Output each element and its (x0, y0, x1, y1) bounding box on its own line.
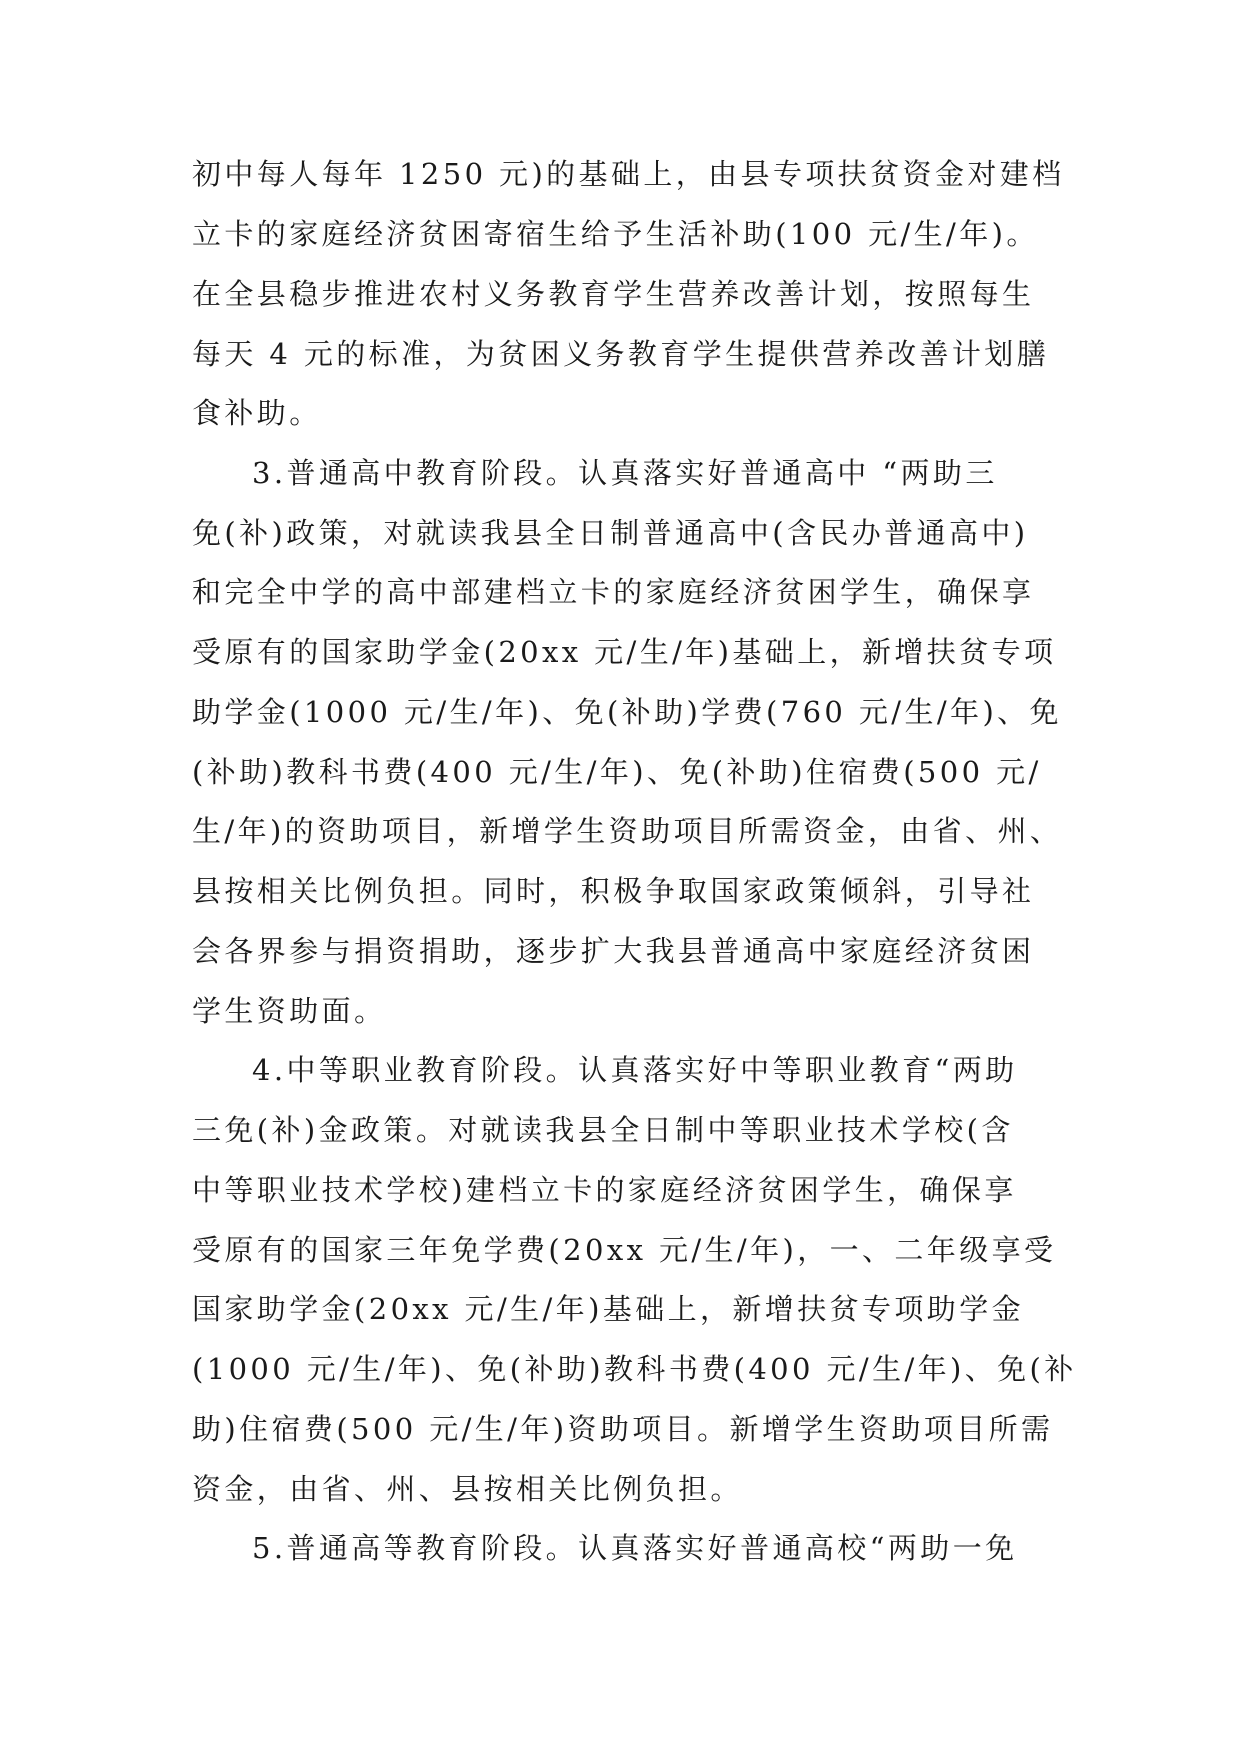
text-line: 受原有的国家助学金(20xx 元/生/年)基础上，新增扶贫专项 (192, 635, 1057, 669)
text-line: 免(补)政策，对就读我县全日制普通高中(含民办普通高中) (192, 516, 1029, 550)
text-line: 三免(补)金政策。对就读我县全日制中等职业技术学校(含 (192, 1113, 1014, 1147)
text-line: 学生资助面。 (192, 994, 387, 1028)
text-line: 会各界参与捐资捐助，逐步扩大我县普通高中家庭经济贫困 (192, 934, 1035, 968)
text-line: 资金，由省、州、县按相关比例负担。 (192, 1472, 743, 1506)
section-heading-line: 3.普通高中教育阶段。认真落实好普通高中 “两助三 (252, 456, 998, 490)
text-line: 国家助学金(20xx 元/生/年)基础上，新增扶贫专项助学金 (192, 1292, 1024, 1326)
section-heading-line: 4.中等职业教育阶段。认真落实好中等职业教育“两助 (252, 1053, 1018, 1087)
text-line: 和完全中学的高中部建档立卡的家庭经济贫困学生，确保享 (192, 575, 1035, 609)
text-line: 县按相关比例负担。同时，积极争取国家政策倾斜，引导社 (192, 874, 1035, 908)
text-line: 生/年)的资助项目，新增学生资助项目所需资金，由省、州、 (192, 814, 1063, 848)
text-line: 初中每人每年 1250 元)的基础上，由县专项扶贫资金对建档 (192, 157, 1065, 191)
text-line: 助学金(1000 元/生/年)、免(补助)学费(760 元/生/年)、免 (192, 695, 1062, 729)
text-line: 立卡的家庭经济贫困寄宿生给予生活补助(100 元/生/年)。 (192, 217, 1039, 251)
text-line: (1000 元/生/年)、免(补助)教科书费(400 元/生/年)、免(补 (192, 1352, 1077, 1386)
text-line: (补助)教科书费(400 元/生/年)、免(补助)住宿费(500 元/ (192, 755, 1042, 789)
text-line: 在全县稳步推进农村义务教育学生营养改善计划，按照每生 (192, 277, 1035, 311)
text-line: 食补助。 (192, 396, 322, 430)
section-heading-line: 5.普通高等教育阶段。认真落实好普通高校“两助一免 (252, 1531, 1018, 1565)
text-line: 中等职业技术学校)建档立卡的家庭经济贫困学生，确保享 (192, 1173, 1017, 1207)
text-line: 受原有的国家三年免学费(20xx 元/生/年)，一、二年级享受 (192, 1233, 1057, 1267)
text-line: 助)住宿费(500 元/生/年)资助项目。新增学生资助项目所需 (192, 1412, 1054, 1446)
text-line: 每天 4 元的标准，为贫困义务教育学生提供营养改善计划膳 (192, 337, 1050, 371)
